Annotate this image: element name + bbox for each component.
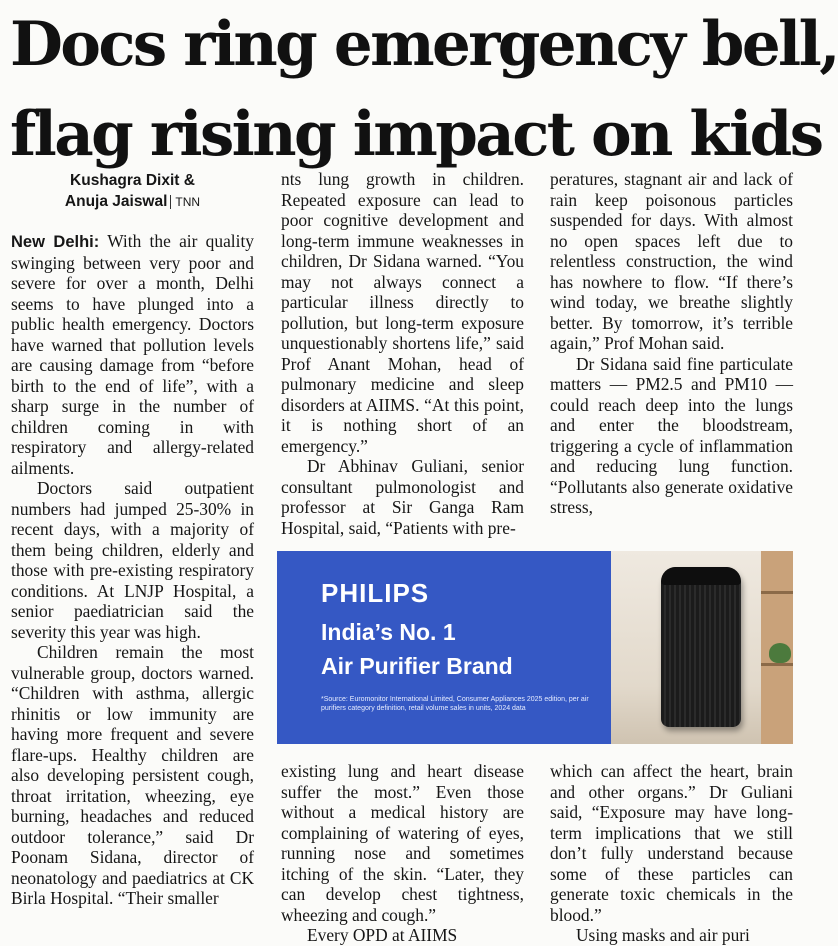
article-column-3-top (550, 169, 793, 538)
article-paragraph: peratures, stagnant air and lack of rain keep poisonous particles suspended for days. With almost no open spaces left due to relentless construction, the wind has nowhere to flow. “If there’s wind today, we breathe slightly better. By tomorrow, it’s terrible again,” Prof Mohan said. (550, 169, 793, 353)
ad-brand-logo: PHILIPS (321, 578, 430, 608)
article-paragraph: existing lung and heart disease suffer the most.” Even those without a medical history are complaining of watering of eyes, running nose and sometimes itching of the skin. “Later, they can develop chest tightness, wheezing and cough.” (281, 761, 524, 925)
article-paragraph (11, 231, 254, 478)
air-purifier-image (661, 567, 741, 727)
paragraph-text: With the air quality swinging between very poor and severe for over a month, Delhi seems to have plunged into a public health emergency. Doctors have warned that pollution levels are causing damage from “before birth to the end of life”, with a sharp surge in the number of children coming in with respiratory and allergy-related ailments. (11, 231, 254, 478)
byline (11, 170, 254, 213)
byline-line-1: Kushagra Dixit & (70, 172, 195, 189)
article-paragraph: Doctors said outpatient numbers had jumped 25-30% in recent days, with a majority of them being children, elderly and those with pre-existing respiratory conditions. At LNJP Hospital, a senior paediatrician said the severity this year was high. (11, 478, 254, 642)
article-paragraph: Dr Abhinav Guliani, senior consultant pulmonologist and professor at Sir Ganga Ram Hospital, said, “Patients with pre- (281, 456, 524, 538)
ad-copy (321, 577, 601, 713)
article-column-2-top (281, 169, 524, 538)
ad-product-photo (611, 551, 793, 744)
article-column-2-bottom (281, 761, 524, 945)
plant-decoration (769, 643, 791, 663)
philips-advertisement[interactable] (277, 551, 793, 744)
headline (10, 0, 838, 180)
article-paragraph: nts lung growth in children. Repeated exposure can lead to poor cognitive development and long-term immune weaknesses in children, Dr Sidana warned. “You may not always connect a particular illness directly to pollution, but long-term exposure unquestionably shortens life,” said Prof Anant Mohan, head of pulmonary medicine and sleep disorders at AIIMS. “At this point, it is nothing short of an emergency.” (281, 169, 524, 456)
ad-source-note: *Source: Euromonitor International Limited, Consumer Appliances 2025 edition, per air purifiers category definition, retail volume sales in units, 2024 data (321, 696, 589, 712)
article-paragraph: Every OPD at AIIMS (307, 925, 458, 945)
article-column-3-bottom (550, 761, 793, 945)
article-paragraph: Children remain the most vulnerable group, doctors warned. “Children with asthma, allergic rhinitis or low immunity are having more frequent and severe flare-ups. Healthy children are also developing persistent cough, throat irritation, wheezing, eye burning, headaches and reduced outdoor tolerance,” said Dr Poonam Sidana, director of neonatology and paediatrics at CK Birla Hospital. “Their smaller (11, 642, 254, 908)
headline-line-1: Docs ring emergency bell, (10, 9, 838, 80)
ad-tagline-line-2: Air Purifier Brand (321, 653, 513, 679)
ad-tagline-line-1: India’s No. 1 (321, 619, 456, 645)
headline-line-2: flag rising impact on kids (10, 99, 822, 170)
article-column-1 (11, 231, 254, 932)
byline-line-2: Anuja Jaiswal (64, 193, 168, 210)
article-paragraph: which can affect the heart, brain and other organs.” Dr Guliani said, “Exposure may have long-term implications that we still don’t fully understand because some of these particles can generate toxic chemicals in the blood.” (550, 761, 793, 925)
byline-agency: TNN (170, 195, 200, 209)
article-paragraph: Dr Sidana said fine particulate matters — PM2.5 and PM10 — could reach deep into the lungs and enter the bloodstream, triggering a cycle of inflammation and reducing lung function. “Pollutants also generate oxidative stress, (550, 353, 793, 517)
article-paragraph: Using masks and air puri (576, 925, 750, 945)
dateline: New Delhi: (11, 233, 100, 251)
